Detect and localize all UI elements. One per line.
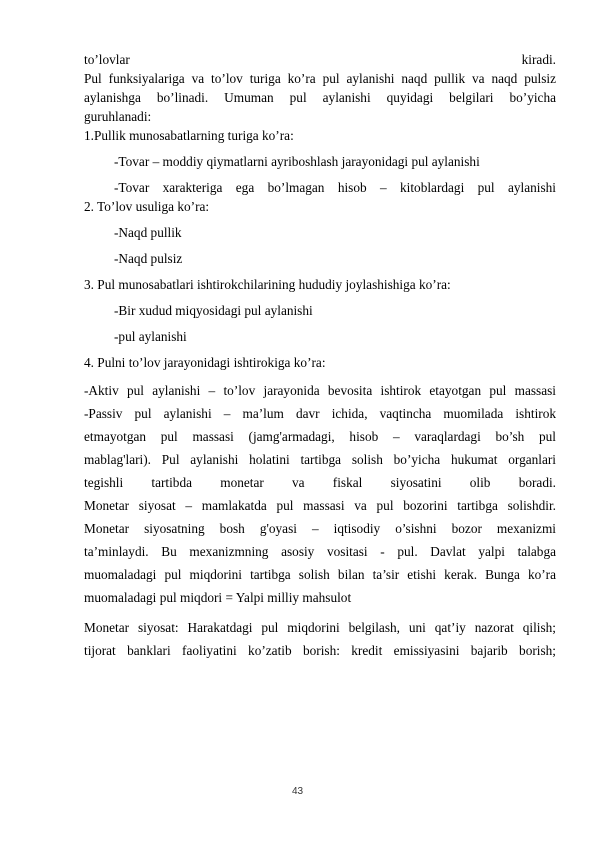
line-8: 2. To’lov usuliga ko’ra: — [84, 199, 210, 214]
page-number: 43 — [291, 786, 304, 797]
line-7: -Tovar xarakteriga ega bo’lmagan hisob – kitoblardagi pul aylanishi — [114, 180, 556, 195]
line-25: Monetar siyosat: Harakatdagi pul miqdorini belgilash, uni qat’iy nazorat qilish; — [84, 620, 556, 635]
line-18: mablag'lari). Pul aylanishi holatini tartibga solish bo’yicha hukumat organlari — [84, 452, 556, 467]
line-24: muomaladagi pul miqdori = Yalpi milliy mahsulot — [84, 590, 352, 605]
line-21: Monetar siyosatning bosh g'oyasi – iqtisodiy o’sishni bozor mexanizmi — [84, 521, 556, 536]
line-14: 4. Pulni to’lov jarayonidagi ishtirokiga ko’ra: — [84, 355, 326, 370]
line-15: -Aktiv pul aylanishi – to’lov jarayonida bevosita ishtirok etayotgan pul massasi — [84, 383, 556, 398]
paragraph-main — [84, 379, 556, 609]
document-body — [84, 50, 556, 662]
line-26: tijorat banklari faoliyatini ko’zatib borish: kredit emissiyasini bajarib borish; — [84, 643, 556, 658]
paragraph-monetar — [84, 616, 556, 662]
line-12: -Bir xudud miqyosidagi pul aylanishi — [114, 303, 313, 318]
line-13: -pul aylanishi — [114, 329, 187, 344]
line-4: guruhlanadi: — [84, 109, 152, 124]
line-19: tegishli tartibda monetar va fiskal siyosatini olib boradi. — [84, 475, 556, 490]
line-16: -Passiv pul aylanishi – ma’lum davr ichida, vaqtincha muomilada ishtirok — [84, 406, 556, 421]
line-17: etmayotgan pul massasi (jamg'armadagi, hisob – varaqlardagi bo’sh pul — [84, 429, 556, 444]
line-20: Monetar siyosat – mamlakatda pul massasi va pul bozorini tartibga solishdir. — [84, 498, 556, 513]
line-5: 1.Pullik munosabatlarning turiga ko’ra: — [84, 128, 294, 143]
line-1 — [84, 50, 556, 69]
line-11: 3. Pul munosabatlari ishtirokchilarining hududiy joylashishiga ko’ra: — [84, 277, 451, 292]
line-22: ta’minlaydi. Bu mexanizmning asosiy vositasi - pul. Davlat yalpi talabga — [84, 544, 556, 559]
line-6: -Tovar – moddiy qiymatlarni ayriboshlash jarayonidagi pul aylanishi — [114, 154, 480, 169]
line-2: Pul funksiyalariga va to’lov turiga ko’ra pul aylanishi naqd pullik va naqd pulsiz — [84, 71, 556, 86]
line-23: muomaladagi pul miqdorini tartibga solish bilan ta’sir etishi kerak. Bunga ko’ra — [84, 567, 556, 582]
line-1-left: to’lovlar — [84, 52, 130, 67]
line-1-right: kiradi. — [521, 52, 556, 67]
line-10: -Naqd pulsiz — [114, 251, 183, 266]
line-9: -Naqd pullik — [114, 225, 182, 240]
line-3: aylanishga bo’linadi. Umuman pul aylanishi quyidagi belgilari bo’yicha — [84, 90, 556, 105]
